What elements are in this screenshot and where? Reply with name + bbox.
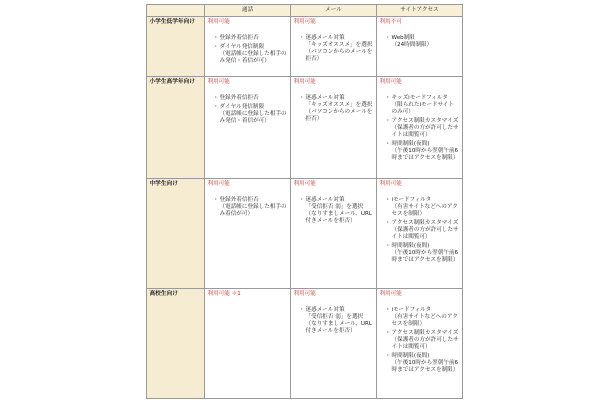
feature-item (215, 35, 288, 42)
table-row (147, 179, 463, 289)
feature-detail: （24時間制限） (391, 42, 433, 49)
feature-name: 迷惑メール対策 (305, 34, 345, 41)
feature-item (387, 307, 460, 328)
feature-detail: 「キッズオススメ」を選択（パソコンからのメールを拒否） (305, 102, 373, 123)
availability-status: 利用可能 (379, 290, 402, 297)
feature-detail: （午後10時から翌朝午前6時まではアクセスを制限） (391, 250, 459, 264)
header-row (147, 5, 463, 17)
mail-cell (291, 77, 377, 179)
feature-list (380, 35, 460, 49)
feature-name: 時間制限(夜間) (391, 243, 430, 250)
feature-detail: （保護者の方が許可したサイトは閲覧可） (391, 125, 459, 139)
availability-status: 利用可能 (293, 78, 316, 85)
feature-name: iモードフィルタ (391, 196, 432, 203)
feature-name: アクセス制限カスタマイズ (391, 118, 459, 124)
feature-list (208, 35, 288, 65)
mail-cell (291, 17, 377, 77)
feature-list (294, 197, 374, 226)
feature-detail: 「キッズオススメ」を選択（パソコンからのメールを拒否） (305, 42, 373, 63)
feature-name: アクセス制限カスタマイズ (391, 220, 459, 226)
feature-item (215, 104, 288, 125)
site-access-cell (377, 179, 463, 289)
feature-name: アクセス制限カスタマイズ (391, 330, 459, 336)
feature-detail: （有害サイトなどへのアクセスを制限） (391, 314, 458, 328)
feature-name: キッズiモードフィルタ (391, 94, 448, 101)
feature-list (380, 95, 460, 163)
feature-name: 登録外着信拒否 (219, 196, 259, 203)
feature-name: ダイヤル発信制限 (219, 43, 265, 50)
feature-list (294, 95, 374, 124)
feature-name: 時間制限(夜間) (391, 353, 430, 360)
call-cell (205, 179, 291, 289)
feature-item (301, 95, 374, 124)
feature-item (215, 197, 288, 218)
feature-list (208, 95, 288, 125)
feature-detail: （電話帳に登録した相手のみ発信・着信が可） (219, 50, 287, 64)
feature-detail: （電話帳に登録した相手のみ着信が可） (219, 204, 287, 218)
feature-detail: 「受信拒否 弱」を選択（なりすましメール、URL付きメールを拒否） (305, 204, 372, 225)
availability-status: 利用可能 (293, 180, 316, 187)
availability-status: 利用可能 (293, 290, 316, 297)
call-cell (205, 289, 291, 399)
feature-name: 迷惑メール対策 (305, 306, 345, 313)
feature-item (301, 197, 374, 226)
feature-detail: （午後10時から翌朝午前6時まではアクセスを制限） (391, 360, 459, 374)
feature-name: 登録外着信拒否 (219, 94, 259, 101)
availability-status: 利用不可 (379, 18, 402, 25)
feature-detail: （保護者の方が許可したサイトは閲覧可） (391, 337, 459, 351)
call-cell (205, 17, 291, 77)
feature-name: ダイヤル発信制限 (219, 103, 265, 110)
feature-item (301, 35, 374, 64)
feature-list (294, 307, 374, 336)
feature-item (387, 330, 460, 351)
availability-status: 利用可能 (379, 180, 402, 187)
column-header-mail: メール (291, 5, 377, 17)
feature-item (387, 220, 460, 241)
feature-item (387, 141, 460, 162)
feature-list (380, 197, 460, 265)
feature-item (387, 118, 460, 139)
availability-status: 利用可能 (293, 18, 316, 25)
feature-list (380, 307, 460, 375)
restriction-comparison-table (146, 4, 463, 399)
feature-name: 迷惑メール対策 (305, 196, 345, 203)
availability-status: 利用可能 ＊1 (207, 290, 241, 297)
feature-name: 時間制限(夜間) (391, 141, 430, 148)
feature-name: 迷惑メール対策 (305, 94, 345, 101)
column-header-site-access: サイトアクセス (377, 5, 463, 17)
site-access-cell (377, 77, 463, 179)
corner-cell (147, 5, 205, 17)
feature-detail: （保護者の方が許可したサイトは閲覧可） (391, 227, 459, 241)
availability-status: 利用可能 (207, 18, 230, 25)
feature-item (387, 95, 460, 116)
mail-cell (291, 289, 377, 399)
feature-item (387, 197, 460, 218)
feature-detail: （電話帳に登録した相手のみ発信・着信が可） (219, 110, 287, 124)
feature-item (301, 307, 374, 336)
feature-detail: 「受信拒否 弱」を選択（なりすましメール、URL付きメールを拒否） (305, 314, 372, 335)
feature-name: iモードフィルタ (391, 306, 432, 313)
row-header: 高校生向け (147, 289, 205, 399)
feature-item (387, 35, 460, 49)
availability-status: 利用可能 (207, 180, 230, 187)
feature-detail: （有害サイトなどへのアクセスを制限） (391, 204, 458, 218)
feature-detail: （限られたiモードサイトのみ可） (391, 102, 454, 116)
feature-name: 登録外着信拒否 (219, 34, 259, 41)
table-row (147, 289, 463, 399)
column-header-call: 通話 (205, 5, 291, 17)
feature-item (387, 243, 460, 264)
feature-list (294, 35, 374, 64)
availability-status: 利用可能 (379, 78, 402, 85)
feature-item (387, 353, 460, 374)
table-row (147, 77, 463, 179)
call-cell (205, 77, 291, 179)
table-row (147, 17, 463, 77)
row-header: 小学生低学年向け (147, 17, 205, 77)
row-header: 中学生向け (147, 179, 205, 289)
mail-cell (291, 179, 377, 289)
site-access-cell (377, 289, 463, 399)
feature-detail: （午後10時から翌朝午前6時まではアクセスを制限） (391, 148, 459, 162)
feature-list (208, 197, 288, 218)
feature-name: Web制限 (391, 34, 415, 41)
feature-item (215, 44, 288, 65)
row-header: 小学生高学年向け (147, 77, 205, 179)
availability-status: 利用可能 (207, 78, 230, 85)
feature-item (215, 95, 288, 102)
site-access-cell (377, 17, 463, 77)
